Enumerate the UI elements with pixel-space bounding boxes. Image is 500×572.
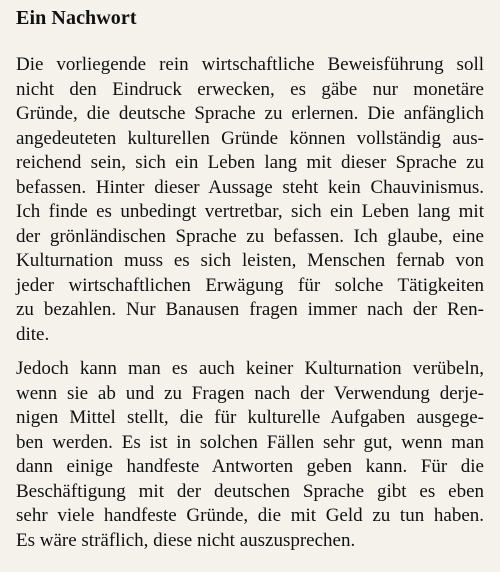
text-line: wenn sie ab und zu Fragen nach der Verwendung derje- <box>16 382 484 404</box>
text-line: zu bezahlen. Nur Banausen fragen immer nach der Ren- <box>16 299 484 320</box>
text-line: sehr viele handfeste Gründe, die mit Geld zu tun haben. <box>16 505 484 526</box>
text-line: reichend sein, sich ein Leben lang mit dieser Sprache zu <box>16 152 484 173</box>
paragraph-1 <box>16 53 484 347</box>
text-line: Die vorliegende rein wirtschaftliche Beweisführung soll <box>16 54 484 75</box>
text-line: dite. <box>16 323 50 345</box>
text-line: nigen Mittel stellt, die für kulturelle Aufgaben ausgege- <box>16 407 484 428</box>
paragraph-2 <box>16 357 484 553</box>
document-title: Ein Nachwort <box>16 7 137 29</box>
text-line: befassen. Hinter dieser Aussage steht kein Chauvinismus. <box>16 176 484 198</box>
text-line: Gründe, die deutsche Sprache zu erlernen. Die anfänglich <box>16 103 484 124</box>
text-line: nicht den Eindruck erwecken, es gäbe nur monetäre <box>16 78 484 100</box>
text-line: dann einige handfeste Antworten geben kann. Für die <box>16 456 484 477</box>
text-line: Beschäftigung mit der deutschen Sprache gibt es eben <box>16 480 484 502</box>
text-line: angedeuteten kulturellen Gründe können vollständig aus- <box>16 127 484 149</box>
text-line: jeder wirtschaftlichen Erwägung für solche Tätigkeiten <box>16 274 484 296</box>
text-line: Ich finde es unbedingt vertretbar, sich ein Leben lang mit <box>16 201 484 222</box>
text-line: Jedoch kann man es auch keiner Kulturnation verübeln, <box>16 358 484 379</box>
text-line: Kulturnation muss es sich leisten, Menschen fernab von <box>16 250 484 271</box>
text-line: ben werden. Es ist in solchen Fällen sehr gut, wenn man <box>16 431 484 453</box>
text-line: Es wäre sträflich, diese nicht auszusprechen. <box>16 529 356 551</box>
text-line: der grönländischen Sprache zu befassen. Ich glaube, eine <box>16 225 484 247</box>
